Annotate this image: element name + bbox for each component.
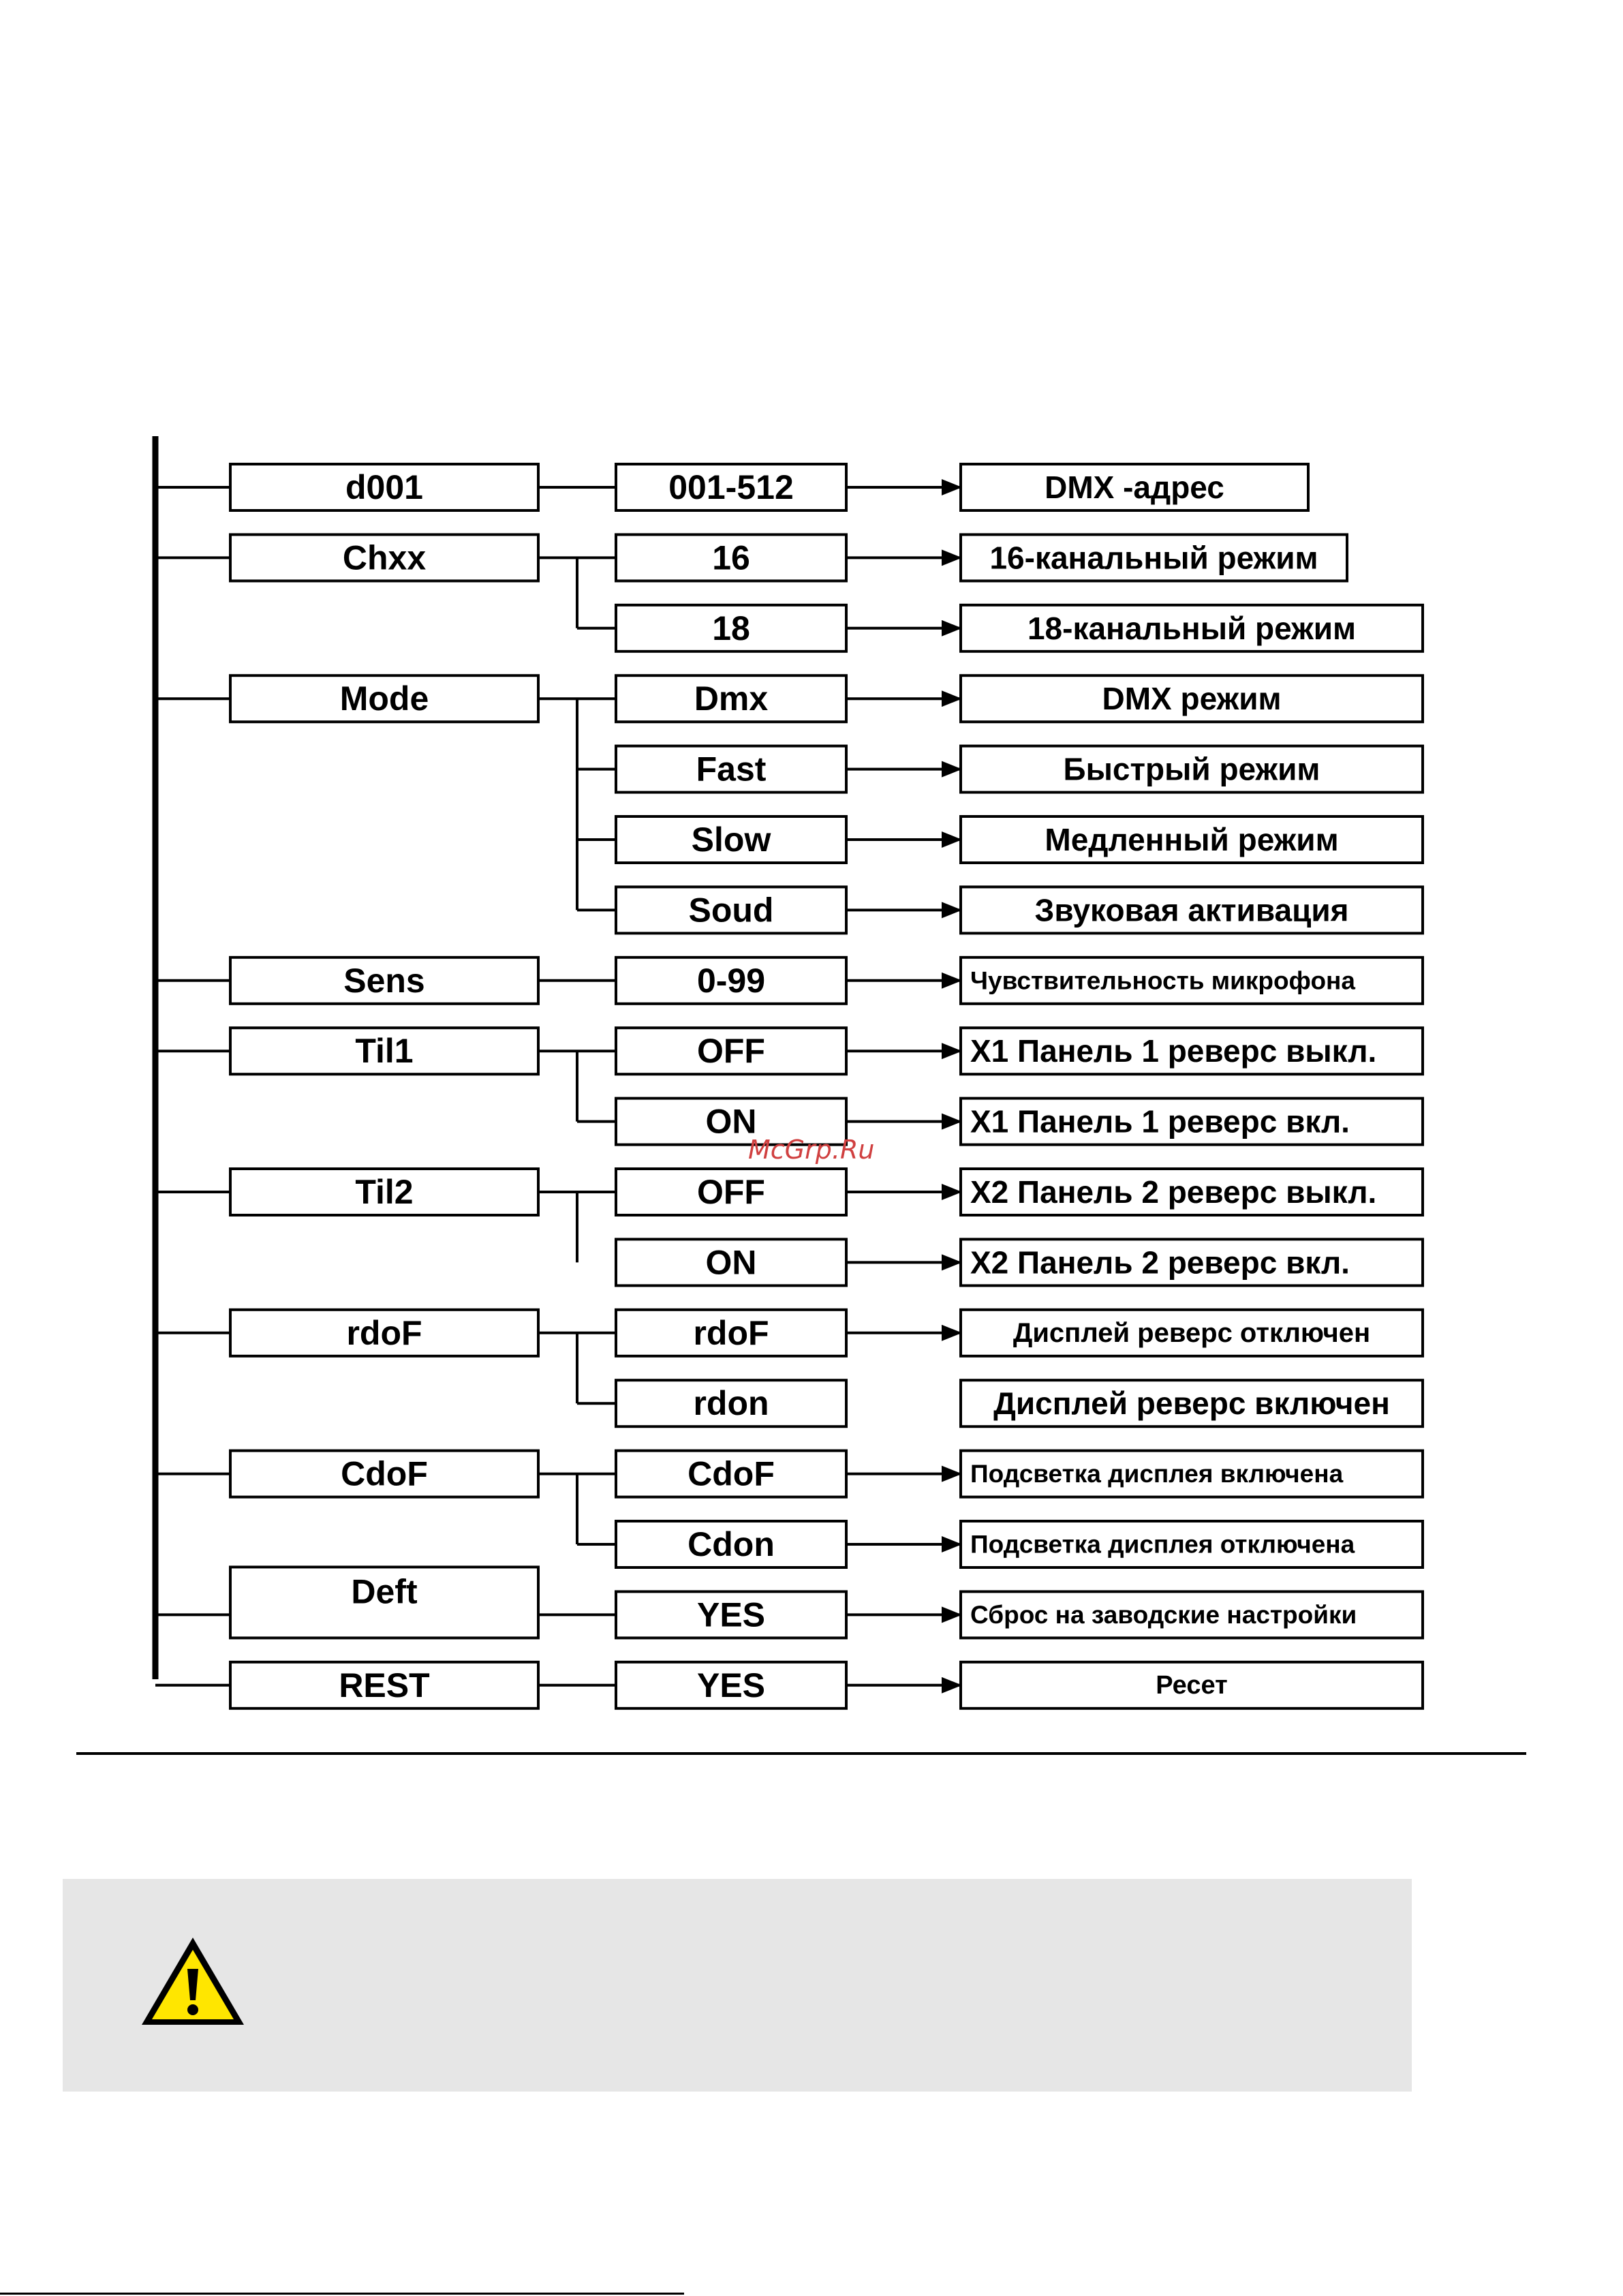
value-label: ON	[705, 1243, 757, 1282]
watermark: McGrp.Ru	[748, 1135, 875, 1165]
menu-label: Til1	[355, 1032, 414, 1071]
value-label: Soud	[688, 891, 774, 930]
menu-label: REST	[339, 1666, 430, 1704]
description-label: DMX -адрес	[1045, 470, 1224, 505]
menu-label: d001	[345, 468, 423, 506]
footer-line	[0, 2293, 684, 2295]
description-label: X1 Панель 1 реверс выкл.	[970, 1033, 1377, 1069]
warning-triangle-icon	[138, 1933, 248, 2029]
value-label: 001-512	[668, 468, 794, 506]
menu-label: Sens	[343, 961, 425, 1000]
description-label: Подсветка дисплея отключена	[970, 1530, 1355, 1559]
description-label: Быстрый режим	[1063, 751, 1320, 787]
value-label: OFF	[697, 1173, 765, 1211]
value-label: OFF	[697, 1032, 765, 1071]
menu-label: CdoF	[341, 1454, 428, 1493]
menu-label: rdoF	[346, 1313, 422, 1352]
description-label: 16-канальный режим	[989, 540, 1318, 576]
value-label: 16	[712, 538, 750, 577]
description-label: X2 Панель 2 реверс выкл.	[970, 1174, 1377, 1210]
value-label: Cdon	[687, 1525, 775, 1563]
description-label: Подсветка дисплея включена	[970, 1460, 1344, 1488]
menu-label: Mode	[339, 679, 429, 718]
value-label: ON	[705, 1102, 757, 1141]
description-label: Медленный режим	[1045, 822, 1339, 857]
menu-label: Deft	[351, 1572, 418, 1611]
description-label: Сброс на заводские настройки	[970, 1600, 1357, 1629]
value-label: rdon	[693, 1384, 769, 1423]
description-label: Звуковая активация	[1034, 892, 1349, 928]
description-label: Дисплей реверс включен	[993, 1386, 1390, 1422]
value-label: Dmx	[694, 679, 769, 718]
value-label: 0-99	[696, 961, 766, 1000]
value-label: 18	[712, 609, 750, 647]
description-label: DMX режим	[1102, 681, 1282, 717]
menu-label: Chxx	[342, 538, 427, 577]
value-label: Fast	[696, 750, 767, 789]
description-label: Чувствительность микрофона	[970, 966, 1355, 995]
value-label: Slow	[691, 821, 771, 859]
value-label: CdoF	[687, 1454, 775, 1493]
description-label: X1 Панель 1 реверс вкл.	[970, 1103, 1350, 1139]
description-label: X2 Панель 2 реверс вкл.	[970, 1244, 1350, 1281]
value-label: YES	[696, 1666, 766, 1704]
value-label: rdoF	[693, 1313, 769, 1352]
description-label: Дисплей реверс отключен	[1013, 1317, 1371, 1348]
menu-label: Til2	[355, 1173, 414, 1211]
value-label: YES	[696, 1595, 766, 1634]
description-label: 18-канальный режим	[1027, 610, 1357, 646]
description-label: Ресет	[1156, 1670, 1228, 1700]
warning-panel	[63, 1879, 1412, 2092]
separator-line	[76, 1752, 1526, 1755]
